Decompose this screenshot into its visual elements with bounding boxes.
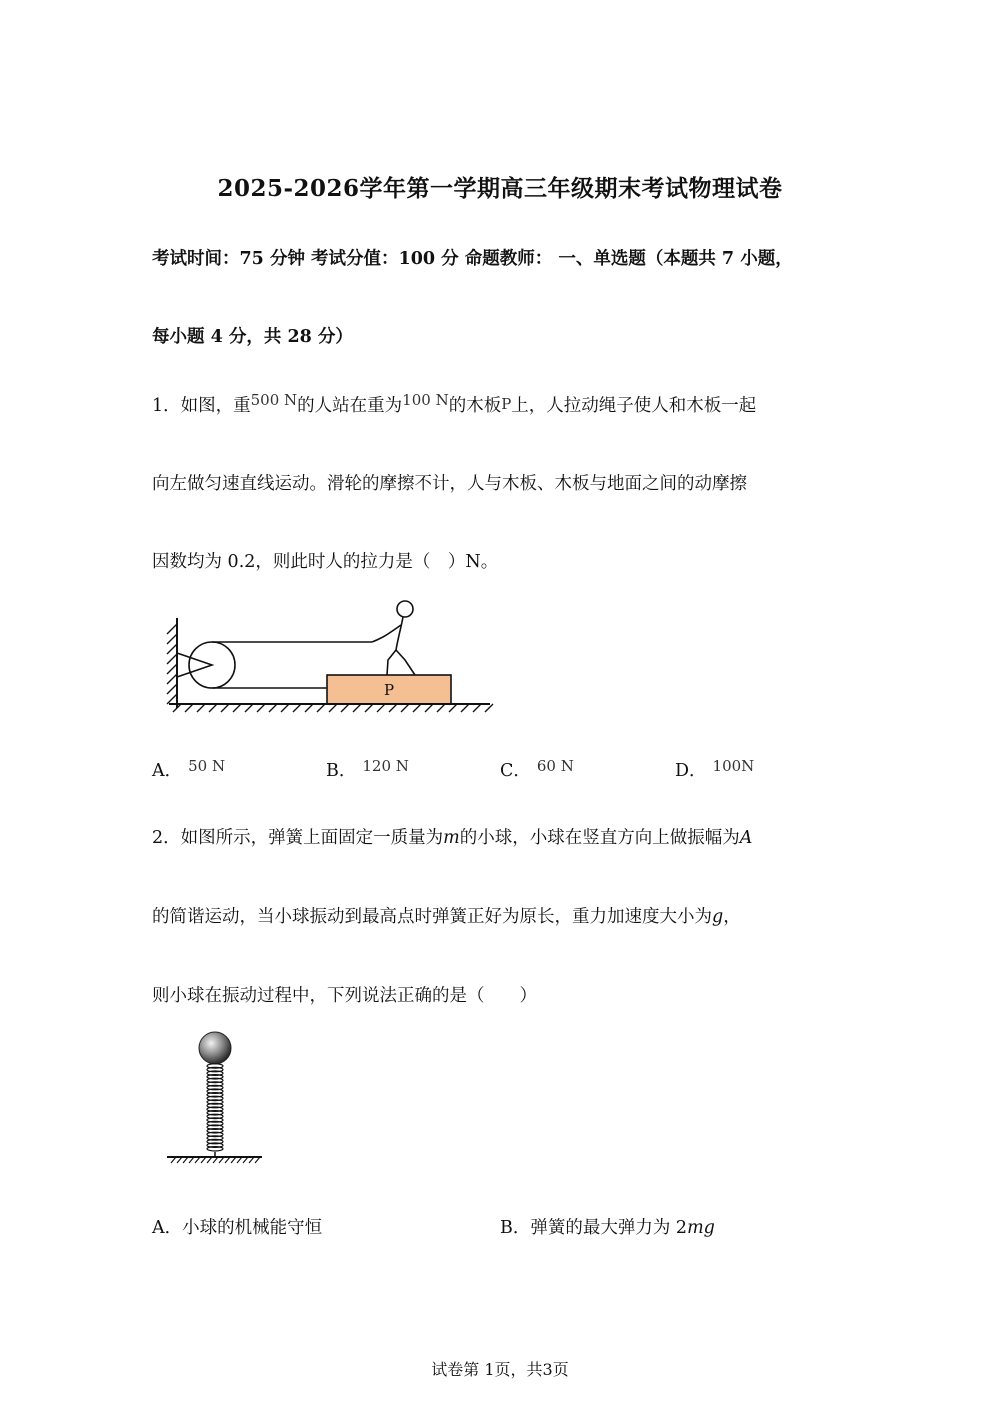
spring: [207, 1064, 223, 1151]
q2-option-a[interactable]: A．小球的机械能守恒: [152, 1218, 323, 1238]
exam-info-line2: 每小题 4 分，共 28 分）: [152, 327, 353, 347]
exam-info-line1: 考试时间：75 分钟 考试分值：100 分 命题教师： 一、单选题（本题共 7 小题，: [152, 249, 793, 269]
q2-var-g: g: [712, 907, 724, 927]
exam-title: 2025-2026学年第一学期高三年级期末考试物理试卷: [217, 175, 783, 202]
person-body: [396, 617, 403, 650]
q1-board-weight: 100 N: [402, 391, 449, 409]
q1-option-d[interactable]: [675, 757, 754, 782]
option-value: 60 N: [536, 757, 574, 775]
q1-option-c[interactable]: [500, 757, 574, 782]
ball: [199, 1032, 231, 1064]
q1-option-b[interactable]: [326, 757, 409, 782]
q1-pulley-figure: [165, 598, 495, 718]
q1-text-c: 的木板: [448, 396, 502, 416]
option-text: B．弹簧的最大弹力为 2: [500, 1218, 688, 1238]
page-footer: 试卷第 1页，共3页: [431, 1360, 569, 1379]
q2-text-a: 2．如图所示，弹簧上面固定一质量为: [152, 828, 444, 848]
q2-var-a: A: [739, 828, 753, 848]
person-figure: [372, 601, 415, 675]
board-label: P: [383, 681, 395, 699]
q2-spring-figure: [165, 1030, 265, 1170]
pulley-mount: [177, 653, 212, 677]
q2-text-d: ，: [723, 907, 741, 927]
q1-text-b: 的人站在重为: [297, 396, 403, 416]
q1-board-name: P: [501, 395, 512, 413]
option-key: D．: [675, 761, 707, 781]
person-head: [397, 601, 413, 617]
option-var: mg: [687, 1218, 715, 1238]
q1-line3: 因数均为 0.2，则此时人的拉力是（ ）N。: [152, 552, 499, 572]
q2-line3: 则小球在振动过程中，下列说法正确的是（ ）: [152, 986, 537, 1006]
q1-line1: [152, 392, 756, 417]
option-key: A．: [152, 761, 183, 781]
option-key: C．: [500, 761, 531, 781]
option-key: B．: [326, 761, 357, 781]
q1-option-a[interactable]: [152, 757, 225, 782]
option-value: 120 N: [362, 757, 409, 775]
person-arm: [372, 625, 401, 642]
q2-line2: [152, 903, 741, 928]
q2-var-m: m: [443, 828, 460, 848]
q2-text-c: 的简谐运动，当小球振动到最高点时弹簧正好为原长，重力加速度大小为: [152, 907, 712, 927]
q1-line2: 向左做匀速直线运动。滑轮的摩擦不计，人与木板、木板与地面之间的动摩擦: [152, 474, 747, 494]
wall-hatching: [167, 624, 177, 704]
q2-line1: [152, 824, 752, 849]
q1-person-weight: 500 N: [250, 391, 298, 409]
q2-text-b: 的小球，小球在竖直方向上做振幅为: [459, 828, 740, 848]
person-leg-front: [387, 650, 396, 675]
ground-hatching: [173, 704, 493, 712]
person-leg-back: [396, 650, 415, 675]
option-value: 50 N: [188, 757, 226, 775]
option-value: 100N: [712, 757, 755, 775]
q1-text-a: 1．如图，重: [152, 396, 251, 416]
q1-text-d: 上，人拉动绳子使人和木板一起: [511, 396, 757, 416]
q2-option-b[interactable]: [500, 1214, 715, 1239]
